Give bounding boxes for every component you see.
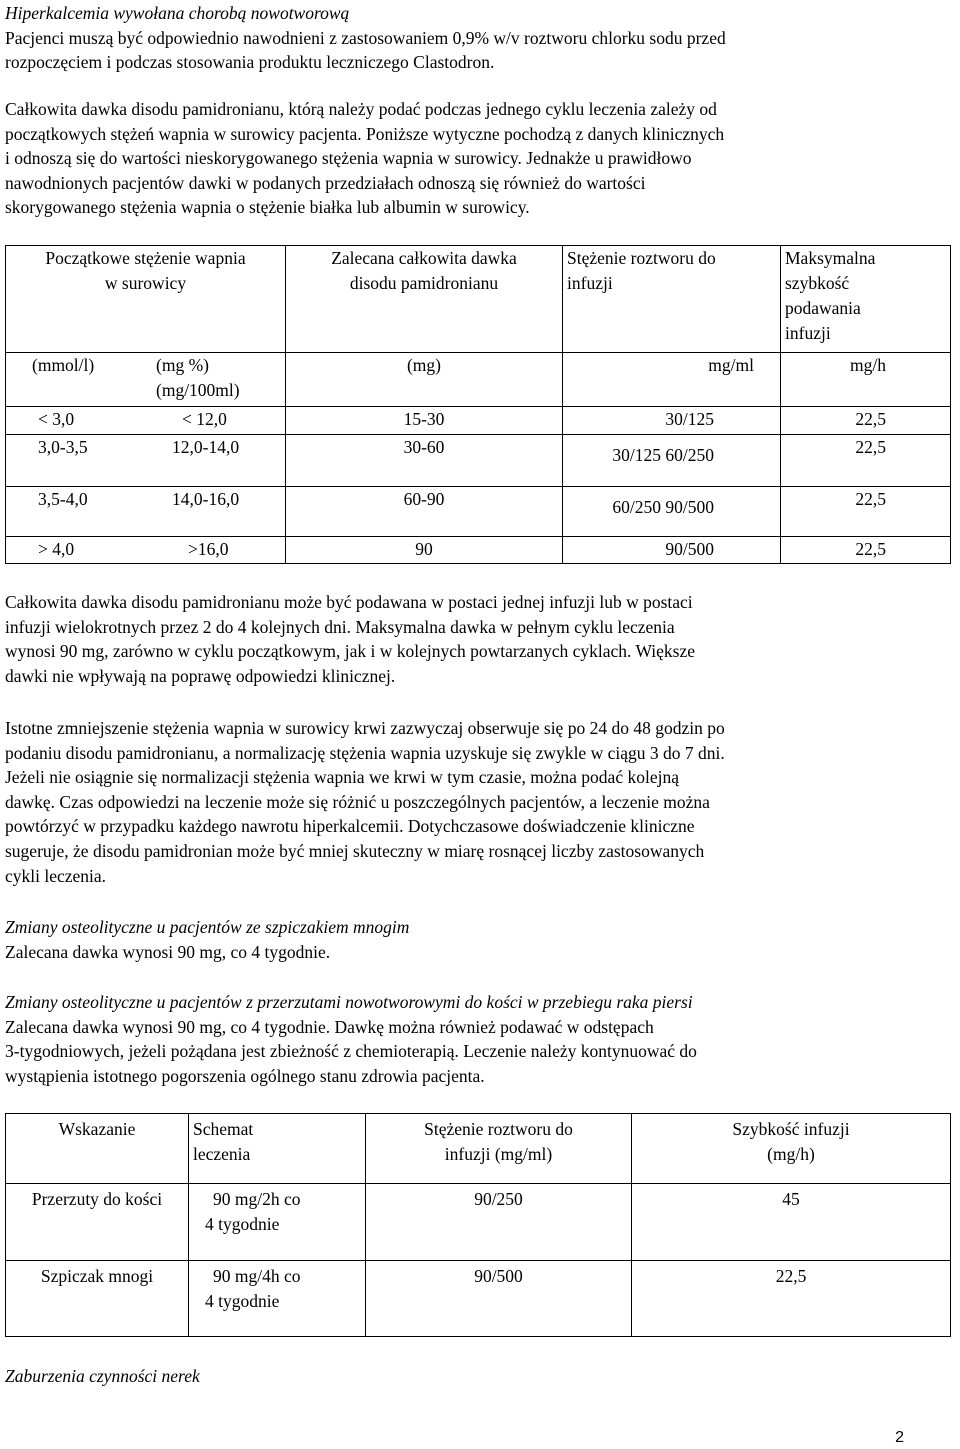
header-recommended-dose: Zalecana całkowita dawka disodu pamidronianu [286,246,563,353]
cell-dose: 15-30 [286,407,563,435]
paragraph-line: skorygowanego stężenia wapnia o stężenie białka lub albumin w surowicy. [5,197,530,218]
cell-concentration: 30/125 60/250 [563,435,781,487]
table-header-row [6,246,951,353]
cell-schedule: 90 mg/2h co 4 tygodnie [189,1184,366,1261]
table-header-row [6,1114,951,1184]
cell-concentration: 60/250 90/500 [563,487,781,537]
section-heading-renal: Zaburzenia czynności nerek [5,1366,200,1386]
cell-concentration: 30/125 [563,407,781,435]
paragraph-line: Istotne zmniejszenie stężenia wapnia w surowicy krwi zazwyczaj obserwuje się po 24 do 48 godzin po [5,718,725,738]
cell-concentration: 90/250 [366,1184,632,1261]
cell-rate: 22,5 [632,1261,951,1337]
paragraph-line: dawki nie wpływają na poprawę odpowiedzi klinicznej. [5,665,396,686]
cell-indication: Przerzuty do kości [6,1184,189,1261]
table-row [6,1261,951,1337]
cell-mmol: > 4,0 [38,539,75,559]
table-row [6,487,951,537]
response-paragraph [5,716,950,888]
table-row [6,435,951,487]
paragraph-line: 3-tygodniowych, jeżeli pożądana jest zbieżność z chemioterapią. Leczenie należy kontynuować do [5,1041,697,1062]
total-dose-paragraph [5,590,950,688]
cell-dose: 30-60 [286,435,563,487]
paragraph-line: infuzji wielokrotnych przez 2 do 4 kolejnych dni. Maksymalna dawka w pełnym cyklu leczenia [5,616,675,637]
paragraph-line: sugeruje, że disodu pamidronian może być mniej skuteczny w miarę rosnącej liczby zastosowanych [5,840,705,861]
paragraph-line: podaniu disodu pamidronianu, a normalizację stężenia wapnia uzyskuje się zwykle w ciągu 3 do 7 dni. [5,742,725,763]
paragraph-line: Zalecana dawka wynosi 90 mg, co 4 tygodnie. Dawkę można również podawać w odstępach [5,1016,654,1037]
header-infusion-rate: Szybkość infuzji (mg/h) [632,1114,951,1184]
renal-section [5,1364,950,1389]
header-concentration: Stężenie roztworu do infuzji (mg/ml) [366,1114,632,1184]
unit-mg: (mg) [286,353,563,407]
section-heading-hypercalcemia: Hiperkalcemia wywołana chorobą nowotworową [5,3,350,23]
table-units-row [6,353,951,407]
table-row [6,407,951,435]
paragraph-line: początkowych stężeń wapnia w surowicy pacjenta. Poniższe wytyczne pochodzą z danych klinicznych [5,123,725,144]
page-number: 2 [895,1429,904,1446]
unit-mg-ml: mg/ml [563,353,781,407]
unit-mg-percent: (mg %) (mg/100ml) [156,355,240,400]
cell-mg-percent: 12,0-14,0 [172,437,240,457]
paragraph-line: dawkę. Czas odpowiedzi na leczenie może się różnić u poszczególnych pacjentów, a leczenie można [5,791,710,812]
cell-mg-percent: < 12,0 [182,409,227,429]
unit-mg-h: mg/h [781,353,951,407]
paragraph-line: nawodnionych pacjentów dawki w podanych przedziałach odnoszą się również do wartości [5,172,646,193]
intro-line: rozpoczęciem i podczas stosowania produktu leczniczego Clastodron. [5,52,495,73]
breast-cancer-section [5,990,950,1088]
table-row [6,1184,951,1261]
cell-mmol: 3,5-4,0 [38,489,88,509]
cell-mg-percent: >16,0 [188,539,229,559]
paragraph-line: cykli leczenia. [5,865,107,886]
section-heading-breast-cancer: Zmiany osteolityczne u pacjentów z przerzutami nowotworowymi do kości w przebiegu raka piersi [5,992,693,1012]
cell-mmol: 3,0-3,5 [38,437,88,457]
table-row [6,537,951,564]
paragraph-line: wynosi 90 mg, zarówno w cyklu początkowym, jak i w kolejnych powtarzanych cyklach. Większe [5,641,696,662]
cell-indication: Szpiczak mnogi [6,1261,189,1337]
myeloma-section [5,915,950,964]
intro-line: Pacjenci muszą być odpowiednio nawodnieni z zastosowaniem 0,9% w/v roztworu chlorku sodu przed [5,27,726,48]
section-heading-myeloma: Zmiany osteolityczne u pacjentów ze szpiczakiem mnogim [5,917,410,937]
paragraph-line: powtórzyć w przypadku każdego nawrotu hiperkalcemii. Dotychczasowe doświadczenie kliniczne [5,816,695,837]
cell-concentration: 90/500 [563,537,781,564]
intro-block [5,1,950,75]
paragraph-line: Zalecana dawka wynosi 90 mg, co 4 tygodnie. [5,941,331,962]
cell-dose: 60-90 [286,487,563,537]
header-solution-concentration: Stężenie roztworu do infuzji [563,246,781,353]
unit-mmol: (mmol/l) [32,355,95,375]
cell-concentration: 90/500 [366,1261,632,1337]
cell-rate: 45 [632,1184,951,1261]
cell-rate: 22,5 [781,537,951,564]
header-schedule: Schemat leczenia [189,1114,366,1184]
cell-rate: 22,5 [781,435,951,487]
cell-mmol: < 3,0 [38,409,75,429]
paragraph-line: i odnoszą się do wartości nieskorygowanego stężenia wapnia w surowicy. Jednakże u prawidłowo [5,148,692,169]
paragraph-line: Jeżeli nie osiągnie się normalizacji stężenia wapnia we krwi w tym czasie, można podać kolejną [5,767,679,788]
header-max-rate: Maksymalna szybkość podawania infuzji [781,246,951,353]
header-initial-calcium: Początkowe stężenie wapnia w surowicy [6,246,286,353]
header-indication: Wskazanie [6,1114,189,1184]
paragraph-line: Całkowita dawka disodu pamidronianu, którą należy podać podczas jednego cyklu leczenia zależy od [5,99,717,119]
cell-mg-percent: 14,0-16,0 [172,489,240,509]
regimen-table [5,1113,951,1337]
calcium-dose-table [5,245,951,564]
paragraph-line: wystąpienia istotnego pogorszenia ogólnego stanu zdrowia pacjenta. [5,1065,485,1086]
cell-schedule: 90 mg/4h co 4 tygodnie [189,1261,366,1337]
cell-rate: 22,5 [781,407,951,435]
dosage-paragraph [5,97,950,220]
cell-dose: 90 [286,537,563,564]
paragraph-line: Całkowita dawka disodu pamidronianu może być podawana w postaci jednej infuzji lub w postaci [5,592,693,612]
cell-rate: 22,5 [781,487,951,537]
